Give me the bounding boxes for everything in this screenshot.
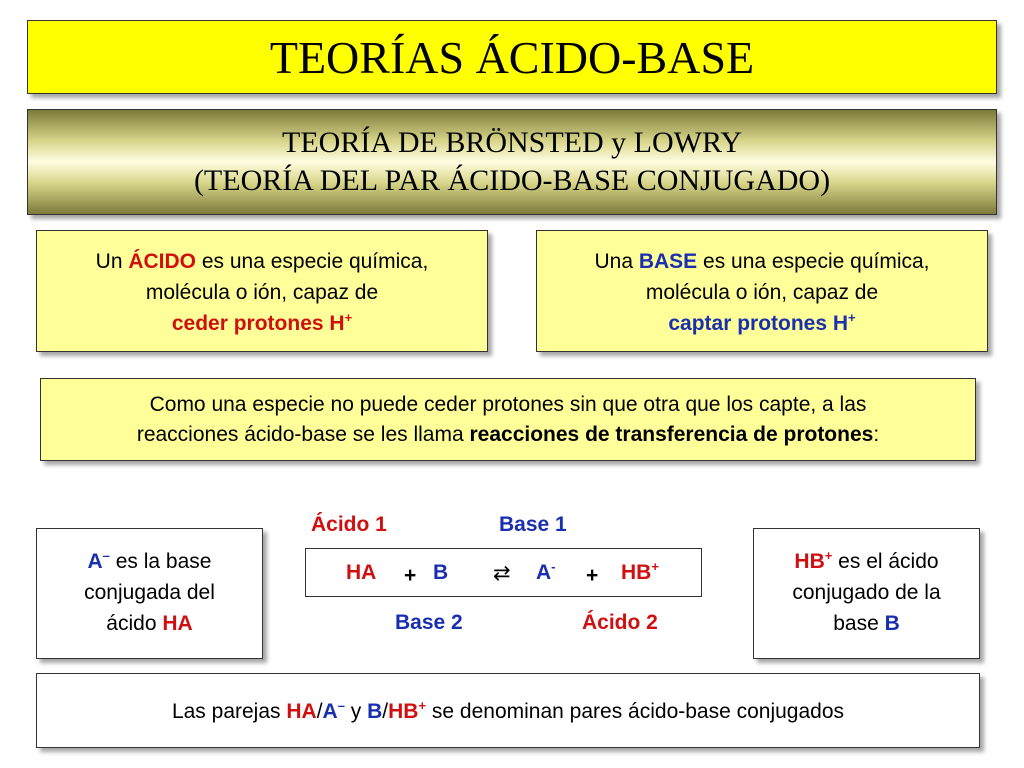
reactant-b: B [433, 561, 449, 584]
product-a: A- [536, 559, 556, 584]
acid-term: ÁCIDO [128, 250, 197, 273]
right-note-line-2: conjugado de la [792, 581, 941, 604]
note-a: A– [87, 548, 110, 573]
plus-sign-1: + [404, 564, 417, 587]
acid-def-line-2: molécula o ión, capaz de [145, 281, 379, 304]
base-def-post: es una especie química, [697, 250, 930, 273]
pairs-sentence: Las parejas HA/A– y B/HB+ se denominan pares ácido-base conjugados [171, 698, 845, 723]
plus-sign-2: + [586, 564, 599, 587]
transfer-bold-term: reacciones de transferencia de protones [469, 423, 874, 446]
acid-action: ceder protones H+ [171, 310, 353, 335]
label-acid-1: Ácido 1 [311, 513, 387, 536]
proton-transfer-box [40, 378, 976, 461]
equilibrium-arrow-icon: ⇄ [493, 562, 511, 585]
base-definition-box [536, 230, 988, 352]
base-term: BASE [638, 250, 698, 273]
conjugate-acid-note: HB+ es el ácido conjugado de la base B [753, 528, 980, 659]
acid-def-pre: Un [95, 250, 129, 273]
transfer-line-1: Como una especie no puede ceder protones sin que otra que los capte, a las [149, 393, 867, 416]
note-hb: HB+ [794, 548, 833, 573]
conjugate-pairs-box [36, 673, 980, 748]
base-def-pre: Una [594, 250, 639, 273]
label-base-1: Base 1 [499, 513, 567, 536]
subtitle-line-1: TEORÍA DE BRÖNSTED y LOWRY [282, 126, 742, 159]
product-hb: HB+ [621, 559, 659, 584]
transfer-line-2: reacciones ácido-base se les llama reacciones de transferencia de protones: [136, 423, 880, 446]
acid-def-post: es una especie química, [196, 250, 429, 273]
note-b: B [884, 612, 900, 635]
label-acid-2: Ácido 2 [582, 611, 658, 634]
subtitle-banner [27, 109, 997, 215]
base-action: captar protones H+ [668, 310, 856, 335]
label-base-2: Base 2 [395, 611, 463, 634]
base-def-line-2: molécula o ión, capaz de [645, 281, 879, 304]
reaction-equation [305, 548, 702, 597]
reactant-ha: HA [346, 561, 377, 584]
subtitle-line-2: (TEORÍA DEL PAR ÁCIDO-BASE CONJUGADO) [193, 164, 831, 197]
acid-definition-box [36, 230, 488, 352]
title-text: TEORÍAS ÁCIDO-BASE [269, 31, 755, 83]
conjugate-base-note: A– es la base conjugada del ácido HA [36, 528, 263, 659]
page-title [27, 20, 997, 94]
left-note-line-2: conjugada del [84, 581, 215, 604]
note-ha: HA [162, 612, 193, 635]
